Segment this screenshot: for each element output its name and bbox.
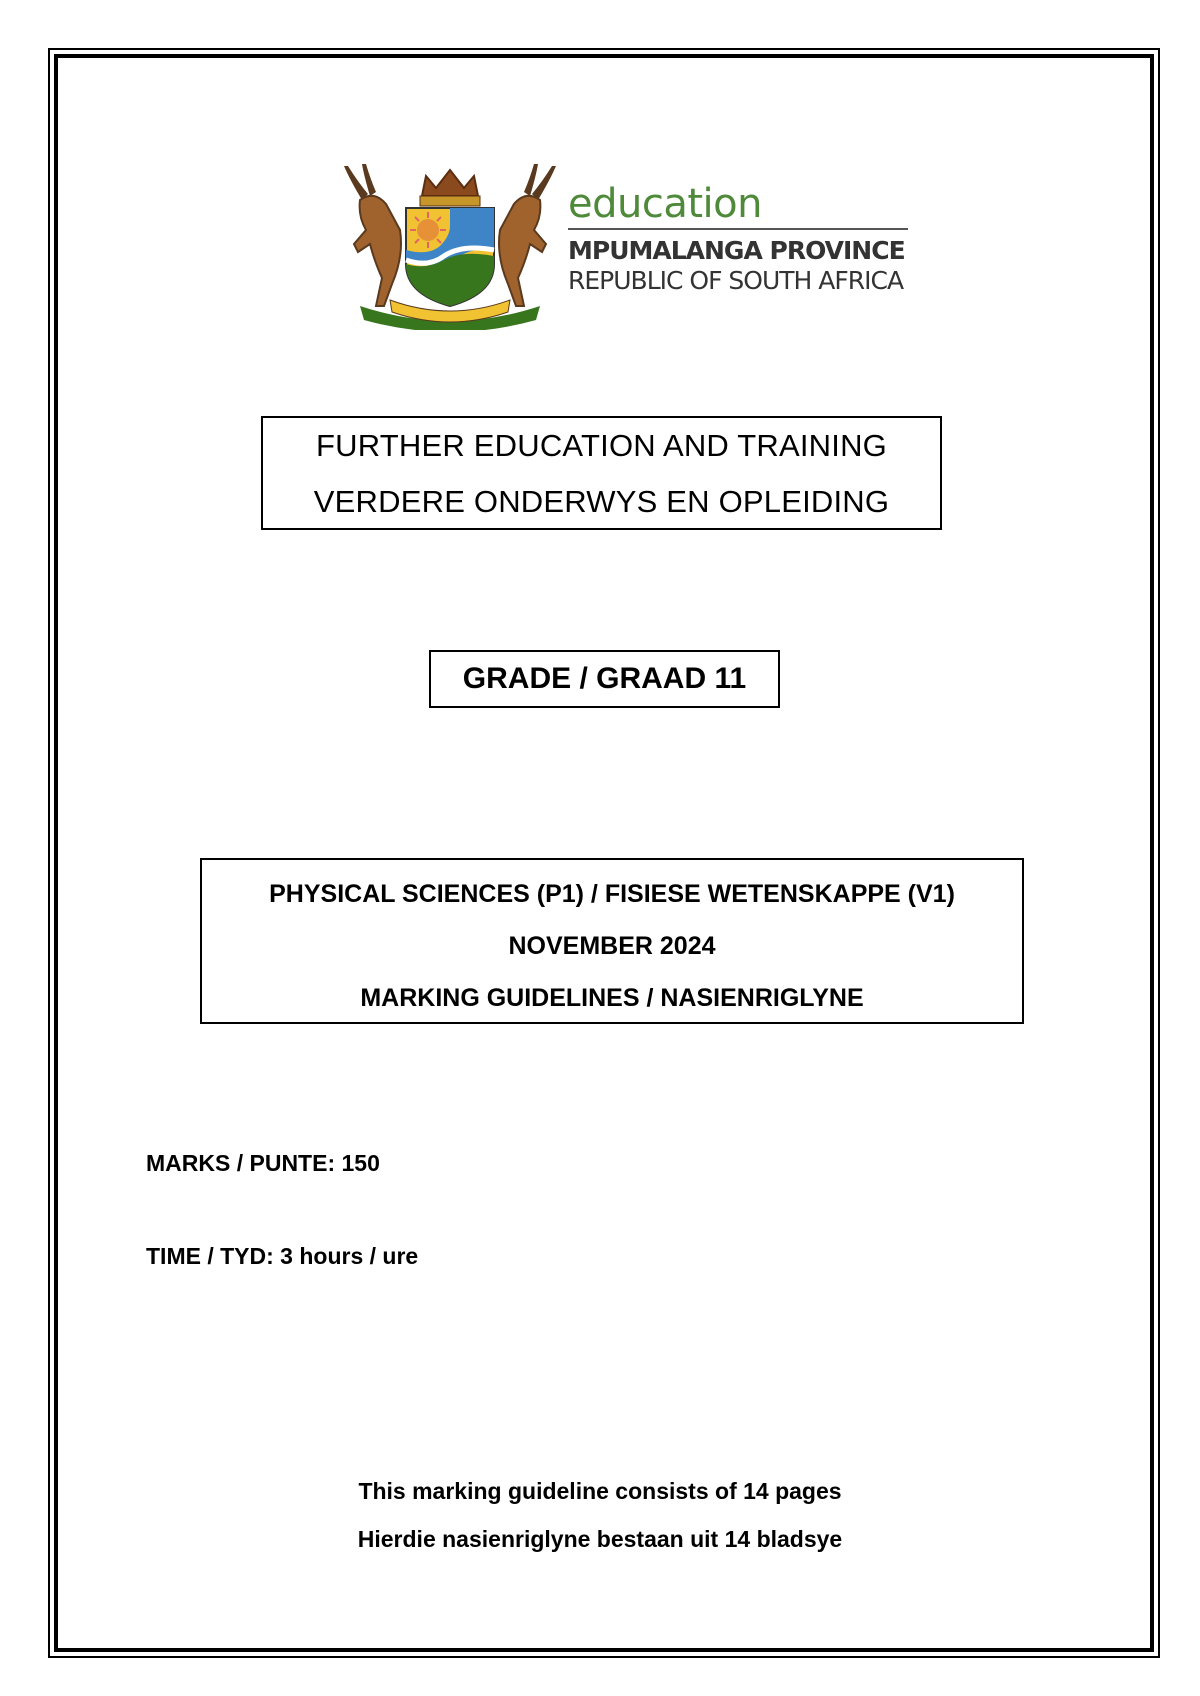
page-count-english: This marking guideline consists of 14 pages xyxy=(358,1478,842,1504)
logo-province: MPUMALANGA PROVINCE xyxy=(568,236,905,265)
programme-box xyxy=(261,416,942,530)
department-logo xyxy=(340,160,920,330)
document-type: MARKING GUIDELINES / NASIENRIGLYNE xyxy=(360,984,864,1012)
logo-text xyxy=(568,182,928,296)
coat-of-arms-icon xyxy=(340,160,560,330)
grade-box: GRADE / GRAAD 11 xyxy=(429,650,780,708)
exam-date: NOVEMBER 2024 xyxy=(508,932,716,960)
marks-line xyxy=(146,1148,380,1178)
marks-label: MARKS / PUNTE: xyxy=(146,1150,336,1176)
page-count-footer xyxy=(0,1467,1200,1563)
time-value: 3 hours / ure xyxy=(280,1243,419,1269)
time-line xyxy=(146,1241,418,1271)
page-count-afrikaans: Hierdie nasienriglyne bestaan uit 14 bladsye xyxy=(357,1526,843,1552)
subject-box xyxy=(200,858,1024,1024)
subject-title: PHYSICAL SCIENCES (P1) / FISIESE WETENSKAPPE (V1) xyxy=(269,880,955,908)
logo-education-word: education xyxy=(568,181,762,227)
logo-divider xyxy=(568,228,908,230)
programme-afrikaans: VERDERE ONDERWYS EN OPLEIDING xyxy=(313,484,890,519)
time-label: TIME / TYD: xyxy=(146,1243,274,1269)
marks-value: 150 xyxy=(341,1150,380,1176)
logo-republic: REPUBLIC OF SOUTH AFRICA xyxy=(568,266,904,295)
programme-english: FURTHER EDUCATION AND TRAINING xyxy=(316,428,887,463)
